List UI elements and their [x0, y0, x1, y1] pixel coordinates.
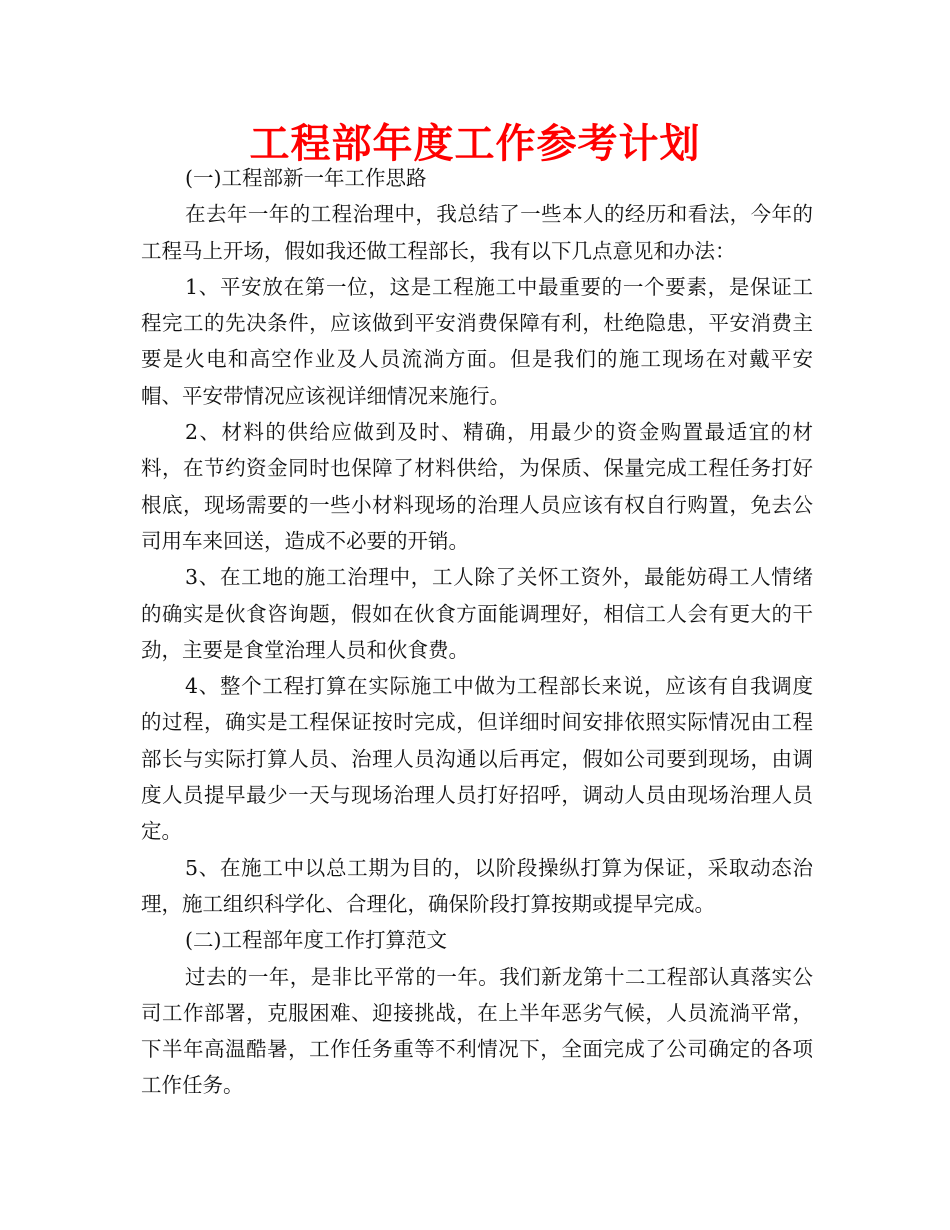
intro-paragraph: 在去年一年的工程治理中，我总结了一些本人的经历和看法，今年的工程马上开场，假如我还做工程部长，我有以下几点意见和办法：: [141, 202, 813, 263]
point-4-paragraph: 4、整个工程打算在实际施工中做为工程部长来说，应该有自我调度的过程，确实是工程保证按时完成，但详细时间安排依照实际情况由工程部长与实际打算人员、治理人员沟通以后再定，假如公司要到现场，由调度人员提早最少一天与现场治理人员打好招呼，调动人员由现场治理人员定。: [141, 674, 813, 844]
point-1-paragraph: 1、平安放在第一位，这是工程施工中最重要的一个要素，是保证工程完工的先决条件，应该做到平安消费保障有利，杜绝隐患，平安消费主要是火电和高空作业及人员流淌方面。但是我们的施工现场在对戴平安帽、平安带情况应该视详细情况来施行。: [141, 274, 813, 408]
point-5-paragraph: 5、在施工中以总工期为目的，以阶段操纵打算为保证，采取动态治理，施工组织科学化、合理化，确保阶段打算按期或提早完成。: [141, 855, 813, 916]
document-body: [141, 160, 813, 1104]
point-3-paragraph: 3、在工地的施工治理中，工人除了关怀工资外，最能妨碍工人情绪的确实是伙食咨询题，假如在伙食方面能调理好，相信工人会有更大的干劲，主要是食堂治理人员和伙食费。: [141, 565, 813, 662]
section-heading-1: (一)工程部新一年工作思路: [185, 166, 427, 190]
document-title: 工程部年度工作参考计划: [249, 121, 701, 167]
review-paragraph: 过去的一年，是非比平常的一年。我们新龙第十二工程部认真落实公司工作部署，克服困难、迎接挑战，在上半年恶劣气候，人员流淌平常，下半年高温酷暑，工作任务重等不利情况下，全面完成了公司确定的各项工作任务。: [141, 964, 813, 1098]
section-heading-2: (二)工程部年度工作打算范文: [185, 928, 447, 953]
point-2-paragraph: 2、材料的供给应做到及时、精确，用最少的资金购置最适宜的材料，在节约资金同时也保障了材料供给，为保质、保量完成工程任务打好根底，现场需要的一些小材料现场的治理人员应该有权自行购置，免去公司用车来回送，造成不必要的开销。: [141, 420, 813, 553]
